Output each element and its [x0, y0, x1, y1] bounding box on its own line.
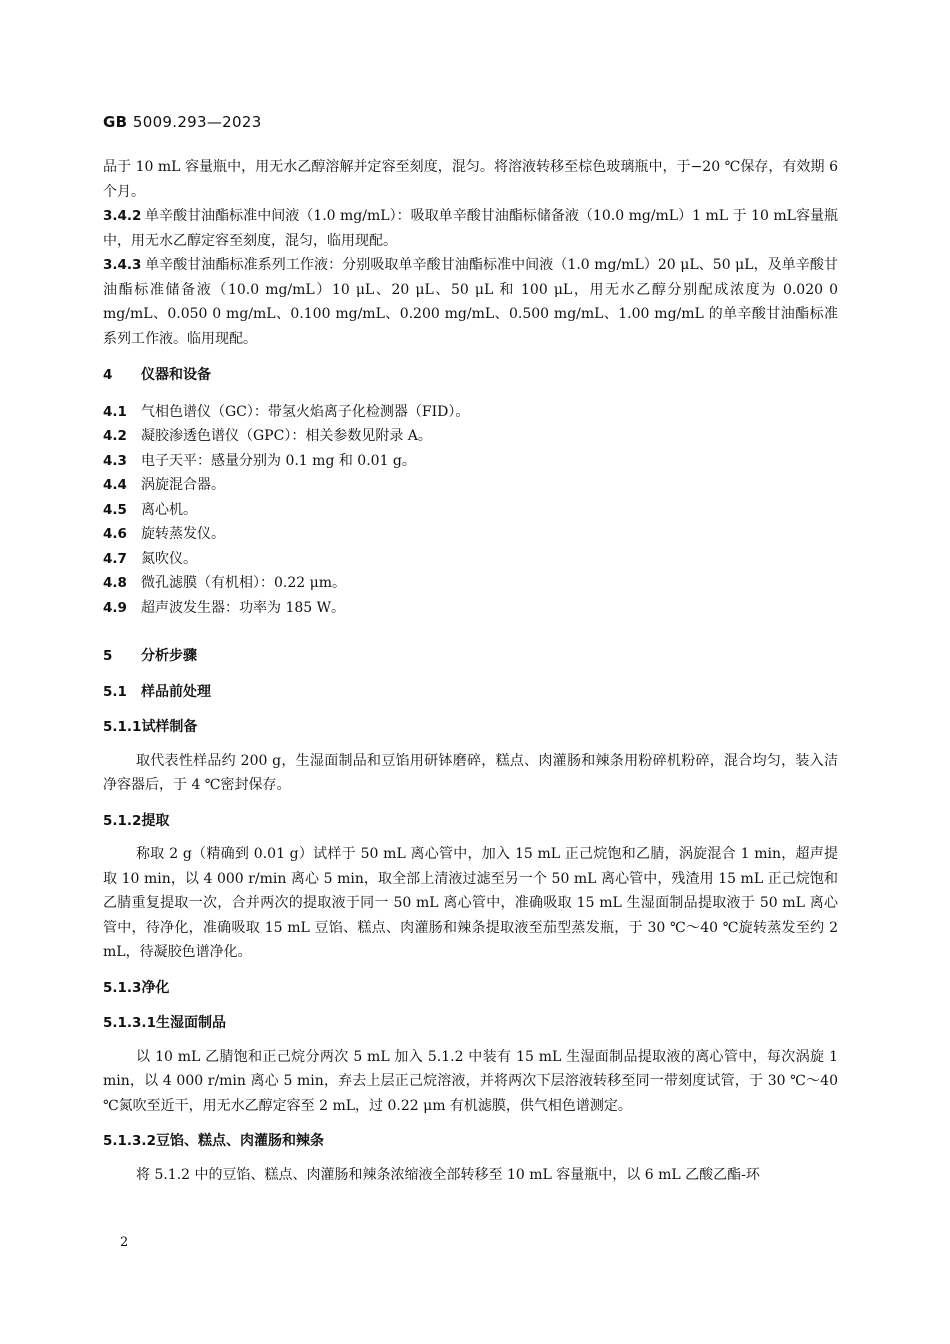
section-number: 5.1 [103, 683, 127, 700]
section-5-1-heading [103, 680, 838, 705]
clause-number: 3.4.3 [103, 257, 142, 273]
item-number: 4.8 [103, 575, 127, 591]
item-text: 旋转蒸发仪。 [141, 526, 225, 542]
document-body [103, 155, 838, 1187]
list-item [103, 571, 838, 596]
item-number: 4.6 [103, 526, 127, 542]
clause-3-4-2 [103, 204, 838, 253]
chapter-number: 4 [103, 367, 113, 383]
item-number: 4.2 [103, 428, 127, 444]
chapter-title: 仪器和设备 [141, 367, 211, 383]
equipment-list [103, 400, 838, 621]
page-number: 2 [120, 1235, 129, 1250]
section-number: 5.1.3.2 [103, 1133, 156, 1149]
list-item [103, 400, 838, 425]
item-text: 涡旋混合器。 [141, 477, 225, 493]
section-title: 试样制备 [141, 719, 198, 735]
item-number: 4.1 [103, 403, 127, 420]
section-title: 提取 [141, 812, 170, 829]
standard-prefix: GB [103, 113, 128, 131]
chapter-number: 5 [103, 648, 113, 664]
section-title: 豆馅、糕点、肉灌肠和辣条 [155, 1133, 324, 1149]
section-5-1-3-heading [103, 976, 838, 1001]
item-number: 4.3 [103, 452, 127, 469]
section-5-1-1-paragraph: 取代表性样品约 200 g，生湿面制品和豆馅用研钵磨碎，糕点、肉灌肠和辣条用粉碎机粉碎，混合均匀，装入洁净容器后，于 4 ℃密封保存。 [103, 752, 838, 793]
clause-text: 单辛酸甘油酯标准中间液（1.0 mg/mL）：吸取单辛酸甘油酯标储备液（10.0 mg/mL）1 mL 于 10 mL容量瓶中，用无水乙醇定容至刻度，混匀，临用现配。 [103, 208, 838, 249]
list-item [103, 596, 838, 621]
list-item [103, 473, 838, 498]
section-number: 5.1.2 [103, 812, 142, 829]
list-item [103, 547, 838, 572]
standard-number: 5009.293—2023 [132, 113, 262, 131]
standard-code-header [103, 113, 262, 131]
section-5-1-3-1-heading [103, 1011, 838, 1036]
section-5-1-2-paragraph: 称取 2 g（精确到 0.01 g）试样于 50 mL 离心管中，加入 15 mL 正己烷饱和乙腈，涡旋混合 1 min，超声提取 10 min，以 4 000 r/min 离心 5 min，取全部上清液过滤至另一个 50 mL 离心管中，残渣用 15 mL 正己烷饱和乙腈重复提取一次，合并两次的提取液于同一 50 mL 离心管中，准确吸取 15 mL 生湿面制品提取液于 50 mL 离心管中，待净化，准确吸取 15 mL 豆馅、糕点、肉灌肠和辣条提取液至茄型蒸发瓶，于 30 ℃～40 ℃旋转蒸发至约 2 mL，待凝胶色谱净化。 [103, 846, 838, 960]
section-5-1-3-1-paragraph: 以 10 mL 乙腈饱和正己烷分两次 5 mL 加入 5.1.2 中装有 15 mL 生湿面制品提取液的离心管中，每次涡旋 1 min，以 4 000 r/min 离心 5 min，弃去上层正己烷溶液，并将两次下层溶液转移至同一带刻度试管，于 30 ℃～40 ℃氮吹至近干，用无水乙醇定容至 2 mL，过 0.22 μm 有机滤膜，供气相色谱测定。 [103, 1048, 838, 1114]
item-text: 电子天平：感量分别为 0.1 mg 和 0.01 g。 [141, 452, 416, 469]
item-number: 4.7 [103, 550, 127, 567]
section-5-1-1-heading [103, 715, 838, 740]
section-5-1-2-heading [103, 809, 838, 834]
item-text: 凝胶渗透色谱仪（GPC）：相关参数见附录 A。 [141, 428, 432, 444]
section-title: 生湿面制品 [155, 1015, 226, 1031]
chapter-4-heading [103, 363, 838, 388]
clause-text: 单辛酸甘油酯标准系列工作液：分别吸取单辛酸甘油酯标准中间液（1.0 mg/mL）20 μL、50 μL，及单辛酸甘油酯标准储备液（10.0 mg/mL）10 μL、20 μL、50 μL 和 100 μL，用无水乙醇分别配成浓度为 0.020 0 mg/mL、0.050 0 mg/mL、0.100 mg/mL、0.200 mg/mL、0.500 mg/mL、1.00 mg/mL 的单辛酸甘油酯标准系列工作液。临用现配。 [103, 257, 838, 347]
chapter-title: 分析步骤 [141, 648, 197, 664]
clause-number: 3.4.2 [103, 208, 142, 224]
section-number: 5.1.3.1 [103, 1015, 156, 1031]
clause-3-4-3 [103, 253, 838, 351]
item-text: 气相色谱仪（GC）：带氢火焰离子化检测器（FID）。 [141, 403, 470, 420]
section-title: 样品前处理 [141, 683, 211, 700]
intro-paragraph: 品于 10 mL 容量瓶中，用无水乙醇溶解并定容至刻度，混匀。将溶液转移至棕色玻璃瓶中，于−20 ℃保存，有效期 6 个月。 [103, 159, 838, 200]
item-text: 超声波发生器：功率为 185 W。 [141, 599, 346, 616]
list-item [103, 498, 838, 523]
item-number: 4.4 [103, 477, 127, 493]
list-item [103, 522, 838, 547]
item-text: 微孔滤膜（有机相）：0.22 μm。 [141, 575, 346, 591]
item-number: 4.9 [103, 599, 127, 616]
item-text: 离心机。 [141, 501, 197, 518]
section-title: 净化 [141, 979, 170, 996]
item-number: 4.5 [103, 501, 127, 518]
item-text: 氮吹仪。 [141, 550, 197, 567]
section-number: 5.1.3 [103, 979, 142, 996]
chapter-5-heading [103, 644, 838, 669]
list-item [103, 449, 838, 474]
section-5-1-3-2-paragraph: 将 5.1.2 中的豆馅、糕点、肉灌肠和辣条浓缩液全部转移至 10 mL 容量瓶中，以 6 mL 乙酸乙酯-环 [136, 1166, 760, 1183]
section-number: 5.1.1 [103, 719, 142, 735]
section-5-1-3-2-heading [103, 1129, 838, 1154]
list-item [103, 424, 838, 449]
